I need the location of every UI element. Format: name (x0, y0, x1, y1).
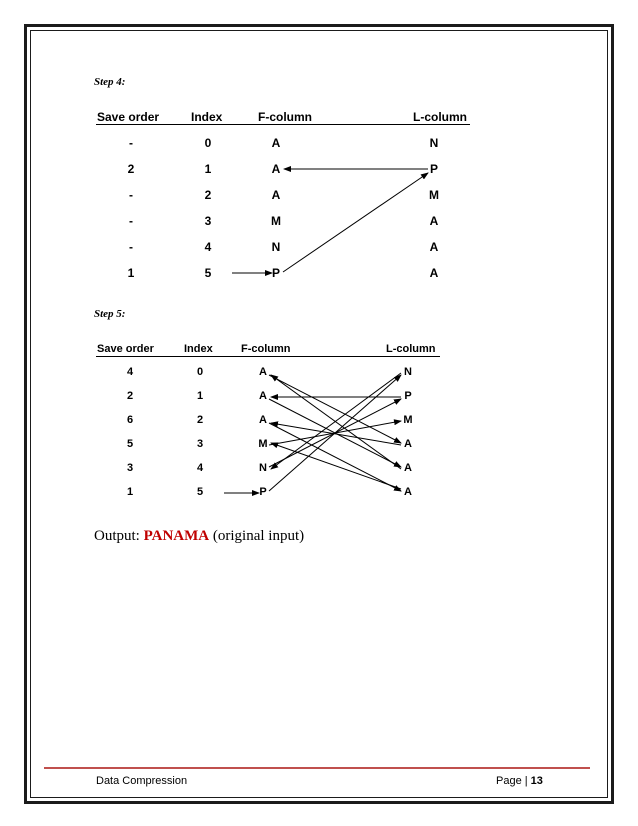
step4-index-cell: 4 (204, 239, 212, 254)
step4-save-order-cell: - (129, 213, 133, 228)
step5-header-index: Index (184, 343, 213, 355)
step5-header-save-order: Save order (97, 343, 154, 355)
step4-l-column-cell: A (429, 213, 439, 228)
step5-save-order-cell: 4 (126, 366, 134, 379)
step5-header-l-column: L-column (386, 343, 436, 355)
step5-l-column-cell: A (404, 486, 412, 499)
output-line (94, 528, 304, 545)
step4-header-index: Index (191, 110, 223, 124)
footer-page (496, 775, 543, 787)
step4-f-column-cell: A (271, 161, 281, 176)
footer-page-label: Page | (496, 775, 528, 787)
step5-save-order-cell: 2 (126, 390, 134, 403)
step5-index-cell: 2 (196, 414, 204, 427)
step5-f-column-cell: A (259, 414, 267, 427)
step4-f-column-cell: A (271, 135, 281, 150)
step4-l-column-cell: M (429, 187, 439, 202)
step4-l-column-cell: A (429, 265, 439, 280)
step4-f-column-cell: A (271, 187, 281, 202)
step5-f-column-cell: M (258, 438, 268, 451)
step4-header-l-column: L-column (413, 110, 467, 124)
output-word: PANAMA (143, 528, 210, 544)
step5-save-order-cell: 6 (126, 414, 134, 427)
footer-title: Data Compression (96, 775, 188, 787)
footer-page-number: 13 (530, 775, 543, 787)
step4-f-column-cell: P (271, 265, 280, 280)
step5-save-order-cell: 5 (126, 438, 134, 451)
step5-f-column-cell: A (259, 390, 267, 403)
step5-save-order-cell: 1 (126, 486, 134, 499)
step5-index-cell: 1 (196, 390, 204, 403)
output-prefix: Output: (94, 528, 144, 544)
step4-header-f-column: F-column (258, 110, 312, 124)
step5-label: Step 5: (94, 308, 126, 320)
step4-index-cell: 3 (204, 213, 212, 228)
step4-save-order-cell: 1 (127, 265, 135, 280)
step5-f-column-cell: N (259, 462, 267, 475)
step4-save-order-cell: 2 (127, 161, 135, 176)
output-suffix: (original input) (209, 528, 305, 544)
step4-index-cell: 1 (204, 161, 212, 176)
step4-index-cell: 5 (204, 265, 212, 280)
step4-save-order-cell: - (129, 187, 133, 202)
step4-l-column-cell: P (429, 161, 438, 176)
step4-f-column-cell: N (271, 239, 281, 254)
footer-rule (44, 767, 590, 769)
step5-index-cell: 4 (196, 462, 204, 475)
step5-save-order-cell: 3 (126, 462, 134, 475)
step4-index-cell: 2 (204, 187, 212, 202)
step4-l-column-cell: A (429, 239, 439, 254)
step5-l-column-cell: N (404, 366, 412, 379)
step5-l-column-cell: A (404, 438, 412, 451)
step4-l-column-cell: N (429, 135, 439, 150)
step5-l-column-cell: M (403, 414, 413, 427)
step5-f-column-cell: A (259, 366, 267, 379)
step5-index-cell: 3 (196, 438, 204, 451)
step5-l-column-cell: A (404, 462, 412, 475)
step5-header-f-column: F-column (241, 343, 291, 355)
step4-save-order-cell: - (129, 135, 133, 150)
step4-f-column-cell: M (271, 213, 281, 228)
step5-arrow-a-to-m (271, 443, 401, 489)
step5-index-cell: 0 (196, 366, 204, 379)
step4-header-save-order: Save order (97, 110, 160, 124)
step5-l-column-cell: P (404, 390, 412, 403)
step4-save-order-cell: - (129, 239, 133, 254)
step5-index-cell: 5 (196, 486, 204, 499)
step5-f-column-cell: P (259, 486, 267, 499)
step4-label: Step 4: (94, 76, 126, 88)
step4-index-cell: 0 (204, 135, 212, 150)
